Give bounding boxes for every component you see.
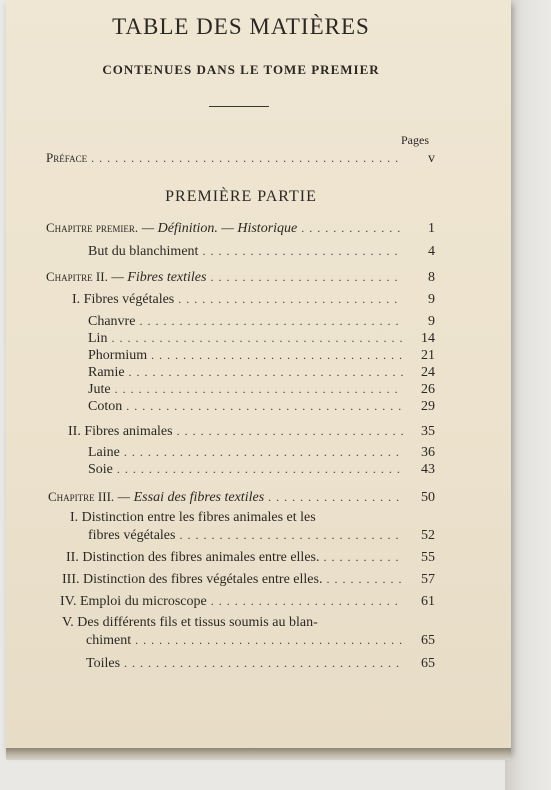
entry-label: Coton: [88, 399, 123, 414]
dot-leader: [124, 656, 403, 671]
page-number: 65: [421, 656, 435, 671]
page-number: 29: [421, 399, 435, 414]
entry-label: Lin: [88, 331, 108, 346]
toc-entry: [88, 445, 435, 461]
entry-label: Soie: [88, 462, 113, 477]
toc-entry-chapter-1: [46, 220, 435, 237]
dot-leader: [211, 594, 403, 609]
dot-leader: [210, 270, 403, 285]
dot-leader: [139, 314, 403, 329]
dot-leader: [135, 633, 403, 648]
page-number: 1: [428, 221, 435, 236]
page-number: 61: [421, 594, 435, 609]
toc-entry: [88, 314, 435, 330]
entry-label: fibres végétales: [88, 528, 176, 543]
toc-entry: [88, 462, 435, 478]
toc-entry: [72, 292, 435, 308]
chapter-label: Chapitre III.: [48, 489, 115, 504]
page-number: 52: [421, 528, 435, 543]
entry-label: Toiles: [86, 656, 121, 671]
dot-leader: [202, 244, 403, 259]
page-number: 14: [421, 331, 435, 346]
page-number: 43: [421, 462, 435, 477]
entry-label: Ramie: [88, 365, 125, 380]
entry-label: But du blanchiment: [88, 244, 199, 259]
entry-label: chiment: [86, 633, 132, 648]
toc-entry-chapter-3: [48, 489, 435, 506]
toc-entry-chapter-2: [46, 269, 435, 286]
toc-entry: [86, 633, 435, 649]
page-number: 24: [421, 365, 435, 380]
chapter-label: Chapitre II.: [46, 269, 108, 284]
page-number: 9: [428, 314, 435, 329]
toc-entry: [88, 528, 435, 544]
toc-entry: [68, 424, 435, 440]
toc-entry: [88, 365, 435, 381]
dot-leader: [117, 462, 403, 477]
page-number: 65: [421, 633, 435, 648]
entry-label: Chanvre: [88, 314, 136, 329]
dot-leader: [326, 572, 403, 587]
page-subtitle: CONTENUES DANS LE TOME PREMIER: [102, 62, 380, 77]
toc-entry: [66, 550, 435, 566]
dot-leader: [111, 331, 403, 346]
page-number: v: [428, 151, 435, 166]
page-number: 57: [421, 572, 435, 587]
page-edge: [6, 748, 511, 760]
chapter-title: — Définition. — Historique: [138, 221, 298, 236]
toc-entry: [88, 244, 435, 260]
entry-label: Préface: [46, 150, 88, 165]
entry-label: Laine: [88, 445, 120, 460]
pages-column-label: Pages: [401, 133, 429, 147]
toc-entry: [62, 572, 435, 588]
entry-label: II. Fibres animales: [68, 424, 173, 439]
page-number: 50: [421, 490, 435, 505]
page-number: 35: [421, 424, 435, 439]
divider: [209, 106, 269, 107]
dot-leader: [115, 382, 403, 397]
page-number: 9: [428, 292, 435, 307]
dot-leader: [178, 292, 403, 307]
chapter-title: — Fibres textiles: [107, 270, 207, 285]
toc-entry: [60, 594, 435, 610]
entry-label: III. Distinction des fibres végétales entre elles.: [62, 572, 323, 587]
page-number: 21: [421, 348, 435, 363]
dot-leader: [151, 348, 403, 363]
part-heading: PREMIÈRE PARTIE: [165, 188, 317, 205]
page-number: 8: [428, 270, 435, 285]
toc-entry-line: V. Des différents fils et tissus soumis au blan-: [62, 615, 318, 630]
dot-leader: [129, 365, 403, 380]
entry-label: Phormium: [88, 348, 148, 363]
page-title: TABLE DES MATIÈRES: [112, 14, 370, 39]
dot-leader: [323, 550, 403, 565]
toc-entry: [88, 331, 435, 347]
page-number: 4: [428, 244, 435, 259]
toc-entry-preface: [46, 150, 435, 167]
entry-label: II. Distinction des fibres animales entre elles.: [66, 550, 320, 565]
book-page: [6, 0, 511, 752]
page-number: 26: [421, 382, 435, 397]
dot-leader: [91, 151, 403, 166]
toc-entry-line: I. Distinction entre les fibres animales et les: [70, 510, 316, 525]
entry-label: IV. Emploi du microscope: [60, 594, 207, 609]
dot-leader: [301, 221, 403, 236]
dot-leader: [124, 445, 403, 460]
background-surface: [505, 0, 551, 790]
dot-leader: [126, 399, 403, 414]
chapter-title: — Essai des fibres textiles: [114, 490, 265, 505]
page-number: 36: [421, 445, 435, 460]
dot-leader: [179, 528, 403, 543]
entry-label: Jute: [88, 382, 111, 397]
toc-entry: [86, 656, 435, 672]
toc-entry: [88, 382, 435, 398]
chapter-label: Chapitre premier.: [46, 220, 139, 235]
dot-leader: [177, 424, 403, 439]
dot-leader: [268, 490, 403, 505]
toc-entry: [88, 399, 435, 415]
toc-entry: [88, 348, 435, 364]
page-number: 55: [421, 550, 435, 565]
entry-label: I. Fibres végétales: [72, 292, 175, 307]
